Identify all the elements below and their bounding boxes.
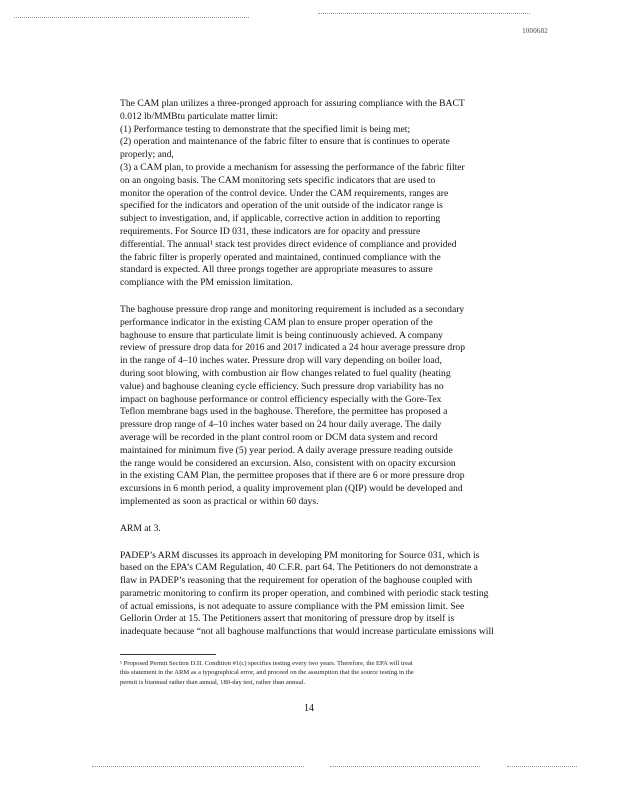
text-line: inadequate because “not all baghouse malfunctions that would increase particulate emissions will bbox=[120, 626, 494, 638]
text-line: Teflon membrane bags used in the baghouse. Therefore, the permittee has proposed a bbox=[120, 406, 448, 418]
text-line: baghouse to ensure that particulate limit is being continuously achieved. A company bbox=[120, 329, 443, 341]
text-line: properly; and, bbox=[120, 149, 174, 161]
text-line: in the range of 4–10 inches water. Pressure drop will vary depending on boiler load, bbox=[120, 355, 442, 367]
text-line: the fabric filter is properly operated and maintained, continued compliance with the bbox=[120, 251, 441, 263]
text-line: flaw in PADEP’s reasoning that the requirement for operation of the baghouse coupled with bbox=[120, 575, 473, 587]
footnote bbox=[120, 659, 518, 687]
text-line: maintained for minimum five (5) year period. A daily average pressure reading outside bbox=[120, 444, 453, 456]
text-line: (1) Performance testing to demonstrate that the specified limit is being met; bbox=[120, 123, 411, 135]
scan-artifact-top-right bbox=[318, 13, 530, 14]
text-line: specified for the indicators and operation of the unit outside of the indicator range is bbox=[120, 200, 443, 212]
text-line: excursions in 6 month period, a quality improvement plan (QIP) would be developed and bbox=[120, 483, 463, 495]
text-line: of actual emissions, is not adequate to assure compliance with the PM emission limit. See bbox=[120, 600, 465, 612]
text-line: value) and baghouse cleaning cycle efficiency. Such pressure drop variability has no bbox=[120, 380, 444, 392]
text-line: review of pressure drop data for 2016 and 2017 indicated a 24 hour average pressure drop bbox=[120, 342, 465, 354]
scan-artifact-bottom-left bbox=[92, 766, 304, 767]
footnote-line: permit is biannual rather than annual, 180-day test, rather than annual. bbox=[120, 678, 306, 686]
scan-artifact-bottom-right bbox=[507, 766, 577, 767]
text-line: average will be recorded in the plant control room or DCM data system and record bbox=[120, 431, 438, 443]
text-line: standard is expected. All three prongs together are appropriate measures to assure bbox=[120, 264, 433, 276]
document-reference-number: 1000682 bbox=[522, 27, 548, 35]
text-line: during soot blowing, with combustion air flow changes related to fuel quality (heating bbox=[120, 367, 451, 379]
paragraph-cam-approach bbox=[120, 98, 515, 290]
text-line: 0.012 lb/MMBtu particulate matter limit: bbox=[120, 110, 279, 122]
text-line: The baghouse pressure drop range and monitoring requirement is included as a secondary bbox=[120, 303, 465, 315]
text-line: subject to investigation, and, if applicable, corrective action in addition to reporting bbox=[120, 213, 441, 225]
footnote-divider bbox=[120, 654, 216, 655]
text-line: Gellorin Order at 15. The Petitioners assert that monitoring of pressure drop by itself is bbox=[120, 613, 455, 625]
text-line: in the existing CAM Plan, the permittee proposes that if there are 6 or more pressure drop bbox=[120, 470, 465, 482]
section-heading: ARM at 3. bbox=[120, 522, 161, 534]
body-text bbox=[120, 98, 515, 639]
paragraph-baghouse bbox=[120, 304, 515, 509]
page-number: 14 bbox=[304, 703, 314, 714]
text-line: requirements. For Source ID 031, these indicators are for opacity and pressure bbox=[120, 225, 421, 237]
footnote-line: this statement in the ARM as a typographical error, and proceed on the assumption that the source testing in the bbox=[120, 669, 414, 677]
text-line: PADEP’s ARM discusses its approach in developing PM monitoring for Source 031, which is bbox=[120, 549, 480, 561]
text-line: based on the EPA’s CAM Regulation, 40 C.F.R. part 64. The Petitioners do not demonstrate a bbox=[120, 562, 478, 574]
text-line: differential. The annual¹ stack test provides direct evidence of compliance and provided bbox=[120, 238, 457, 250]
scan-artifact-bottom-middle bbox=[330, 766, 480, 767]
paragraph-arm-discussion bbox=[120, 550, 515, 640]
text-line: compliance with the PM emission limitation. bbox=[120, 277, 293, 289]
text-line: impact on baghouse performance or control efficiency especially with the Gore-Tex bbox=[120, 393, 442, 405]
text-line: the range would be considered an excursion. Also, consistent with on opacity excursion bbox=[120, 457, 456, 469]
text-line: pressure drop range of 4–10 inches water based on 24 hour daily average. The daily bbox=[120, 419, 442, 431]
text-line: on an ongoing basis. The CAM monitoring sets specific indicators that are used to bbox=[120, 174, 436, 186]
text-line: implemented as soon as practical or within 60 days. bbox=[120, 495, 319, 507]
scan-artifact-top-left bbox=[14, 17, 249, 18]
text-line: performance indicator in the existing CAM plan to ensure proper operation of the bbox=[120, 316, 433, 328]
footnote-line: ¹ Proposed Permit Section D.II. Condition #1(c) specifies testing every two years. Therefore, the EPA will treat bbox=[120, 660, 413, 667]
text-line: monitor the operation of the control device. Under the CAM requirements, ranges are bbox=[120, 187, 449, 199]
text-line: (2) operation and maintenance of the fabric filter to ensure that is continues to operate bbox=[120, 136, 450, 148]
text-line: parametric monitoring to confirm its proper operation, and combined with periodic stack testing bbox=[120, 587, 489, 599]
text-line: The CAM plan utilizes a three-pronged approach for assuring compliance with the BACT bbox=[120, 98, 465, 109]
text-line: (3) a CAM plan, to provide a mechanism for assessing the performance of the fabric filter bbox=[120, 161, 465, 173]
